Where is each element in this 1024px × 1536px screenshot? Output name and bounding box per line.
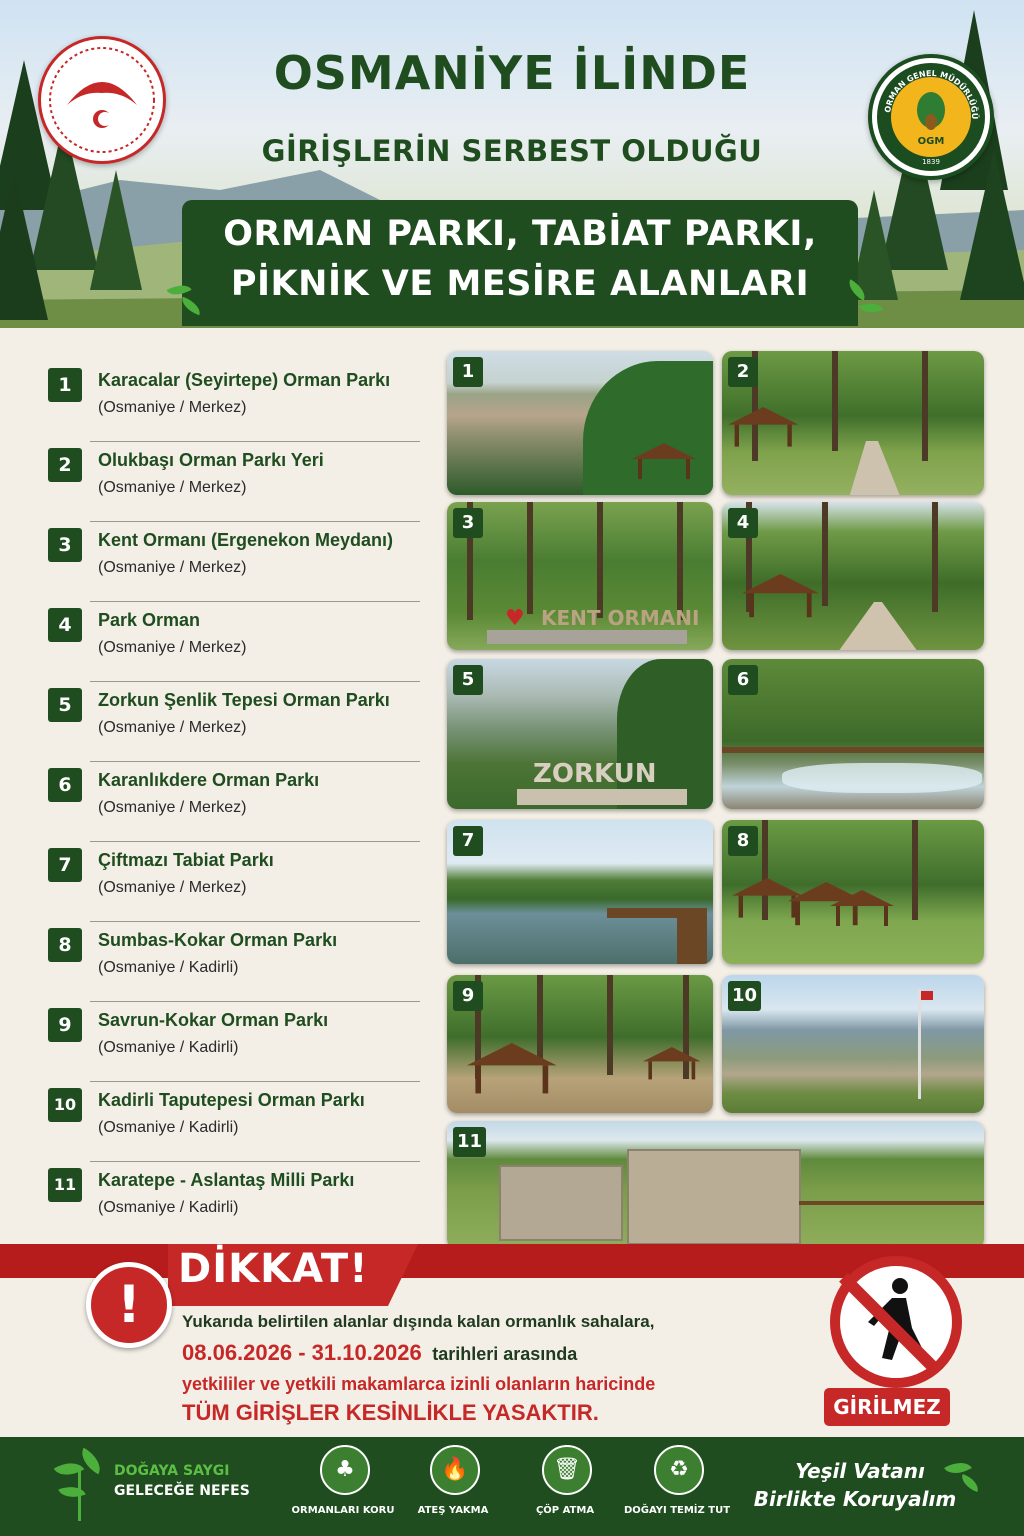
item-location: (Osmaniye / Merkez): [98, 399, 247, 416]
item-location: (Osmaniye / Kadirli): [98, 1119, 239, 1136]
item-number: 10: [48, 1088, 82, 1122]
item-number: 7: [48, 848, 82, 882]
item-name: Çiftmazı Tabiat Parkı: [98, 850, 274, 870]
item-location: (Osmaniye / Merkez): [98, 559, 247, 576]
girilmez-badge: GİRİLMEZ: [824, 1388, 950, 1426]
item-name: Park Orman: [98, 610, 201, 630]
item-number: 5: [48, 688, 82, 722]
footer: [0, 1437, 1024, 1536]
tree-trunk: [607, 975, 613, 1075]
photo-6: [722, 659, 984, 809]
tree-trunk: [912, 820, 918, 920]
flag-pole: [918, 989, 921, 1099]
list-item: [46, 922, 420, 1002]
no-entry-icon: [830, 1256, 962, 1388]
photo-number: 11: [453, 1127, 486, 1157]
tree-trunk: [527, 502, 533, 614]
footer-icon-label: ORMANLARI KORU: [291, 1505, 395, 1516]
banner-line-1: ORMAN PARKI, TABİAT PARKI,: [223, 214, 817, 254]
footer-icon-label: DOĞAYI TEMİZ TUT: [623, 1505, 731, 1516]
banner-line-2: PİKNİK VE MESİRE ALANLARI: [230, 264, 810, 304]
ogm-logo: [868, 54, 994, 180]
photo-number: 9: [453, 981, 483, 1011]
list-item: [46, 1082, 420, 1162]
photo-number: 3: [453, 508, 483, 538]
photo-3: [447, 502, 713, 650]
photo-10: [722, 975, 984, 1113]
warning-title: DİKKAT!: [178, 1246, 369, 1292]
leaf-icon: [959, 1474, 982, 1492]
photo-1: [447, 351, 713, 495]
wooden-pier: [607, 908, 707, 918]
item-location: (Osmaniye / Kadirli): [98, 1199, 239, 1216]
photo-number: 10: [728, 981, 761, 1011]
item-name: Sumbas-Kokar Orman Parkı: [98, 930, 338, 950]
photo-number: 1: [453, 357, 483, 387]
warning-dates-suffix: tarihleri arasında: [432, 1344, 578, 1364]
sign-base: [487, 630, 687, 644]
zorkun-sign: ZORKUN: [533, 759, 657, 789]
list-item: [46, 522, 420, 602]
photo-4: [722, 502, 984, 650]
tree: [0, 170, 48, 320]
item-number: 4: [48, 608, 82, 642]
warning-section: [0, 1244, 1024, 1436]
list-item: [46, 362, 420, 442]
list-item: [46, 1162, 420, 1242]
warning-line-3: yetkililer ve yetkili makamlarca izinli olanların haricinde: [182, 1374, 656, 1394]
tree-trunk: [832, 351, 838, 451]
tree-protect-icon: ♣: [320, 1445, 370, 1495]
item-number: 8: [48, 928, 82, 962]
item-location: (Osmaniye / Merkez): [98, 879, 247, 896]
wooden-fence: [799, 1201, 984, 1205]
item-location: (Osmaniye / Merkez): [98, 719, 247, 736]
banner: [182, 200, 858, 326]
item-location: (Osmaniye / Merkez): [98, 479, 247, 496]
ogm-arc-text: ORMAN GENEL MÜDÜRLÜĞÜ: [883, 68, 980, 120]
photo-8: [722, 820, 984, 964]
photo-number: 6: [728, 665, 758, 695]
photo-number: 7: [453, 826, 483, 856]
tree-trunk: [597, 502, 603, 618]
list-item: [46, 842, 420, 922]
list-item: [46, 442, 420, 522]
photo-number: 2: [728, 357, 758, 387]
warning-line-4: TÜM GİRİŞLER KESİNLİKLE YASAKTIR.: [182, 1400, 599, 1425]
item-name: Kent Ormanı (Ergenekon Meydanı): [98, 530, 394, 550]
clean-nature-icon: ♻: [654, 1445, 704, 1495]
tree-trunk: [822, 502, 828, 606]
item-name: Zorkun Şenlik Tepesi Orman Parkı: [98, 690, 390, 710]
footer-icon-label: ÇÖP ATMA: [535, 1505, 595, 1516]
tree-trunk: [922, 351, 928, 461]
slogan-line-1: DOĞAYA SAYGI: [114, 1463, 230, 1479]
exclamation-icon: !: [86, 1262, 172, 1348]
warning-dates: 08.06.2026 - 31.10.2026: [182, 1340, 422, 1365]
photo-number: 8: [728, 826, 758, 856]
ogm-year: 1839: [922, 158, 940, 166]
page-subtitle: GİRİŞLERİN SERBEST OLDUĞU: [261, 134, 763, 168]
page-title: OSMANİYE İLİNDE: [273, 46, 751, 100]
photo-number: 5: [453, 665, 483, 695]
list-item: [46, 682, 420, 762]
stone-relief: [627, 1149, 801, 1245]
item-name: Savrun-Kokar Orman Parkı: [98, 1010, 329, 1030]
tree-trunk: [932, 502, 938, 612]
item-location: (Osmaniye / Kadirli): [98, 1039, 239, 1056]
path: [842, 441, 902, 495]
path: [838, 602, 918, 650]
header: [0, 0, 1024, 328]
item-number: 2: [48, 448, 82, 482]
photo-number: 4: [728, 508, 758, 538]
kent-ormani-sign: KENT ORMANI: [541, 606, 700, 630]
ogm-abbr: OGM: [917, 136, 945, 147]
trash-icon: 🗑: [542, 1445, 592, 1495]
item-location: (Osmaniye / Merkez): [98, 639, 247, 656]
item-number: 9: [48, 1008, 82, 1042]
photo-5: [447, 659, 713, 809]
item-number: 6: [48, 768, 82, 802]
tree: [90, 170, 142, 290]
plant-icon: [56, 1451, 106, 1521]
list-item: [46, 762, 420, 842]
item-name: Karacalar (Seyirtepe) Orman Parkı: [98, 370, 391, 390]
list-item: [46, 1002, 420, 1082]
photo-11: [447, 1121, 984, 1249]
item-number: 3: [48, 528, 82, 562]
footer-icon-label: ATEŞ YAKMA: [417, 1505, 489, 1516]
stone-relief: [499, 1165, 623, 1241]
ministry-seal-logo: [38, 36, 166, 164]
no-fire-icon: 🔥: [430, 1445, 480, 1495]
warning-line-1: Yukarıda belirtilen alanlar dışında kalan ormanlık sahalara,: [182, 1312, 655, 1331]
list-item: [46, 602, 420, 682]
sign-base: [517, 789, 687, 805]
item-location: (Osmaniye / Kadirli): [98, 959, 239, 976]
slogan-line-2: GELECEĞE NEFES: [114, 1483, 250, 1499]
item-name: Olukbaşı Orman Parkı Yeri: [98, 450, 324, 470]
item-number: 11: [48, 1168, 82, 1202]
photo-7: [447, 820, 713, 964]
item-location: (Osmaniye / Merkez): [98, 799, 247, 816]
footer-right-line-1: Yeşil Vatanı: [795, 1459, 925, 1483]
heart-icon: ♥: [505, 606, 525, 631]
item-name: Karanlıkdere Orman Parkı: [98, 770, 320, 790]
tree-trunk: [677, 502, 683, 620]
wooden-bridge: [722, 747, 984, 753]
item-number: 1: [48, 368, 82, 402]
photo-9: [447, 975, 713, 1113]
wooden-stairs: [677, 918, 707, 964]
item-name: Kadirli Taputepesi Orman Parkı: [98, 1090, 365, 1110]
warning-line-2: [182, 1340, 577, 1366]
photo-2: [722, 351, 984, 495]
flag-icon: [921, 991, 933, 1000]
footer-right-line-2: Birlikte Koruyalım: [753, 1487, 957, 1511]
item-name: Karatepe - Aslantaş Milli Parkı: [98, 1170, 355, 1190]
stream: [782, 763, 982, 793]
